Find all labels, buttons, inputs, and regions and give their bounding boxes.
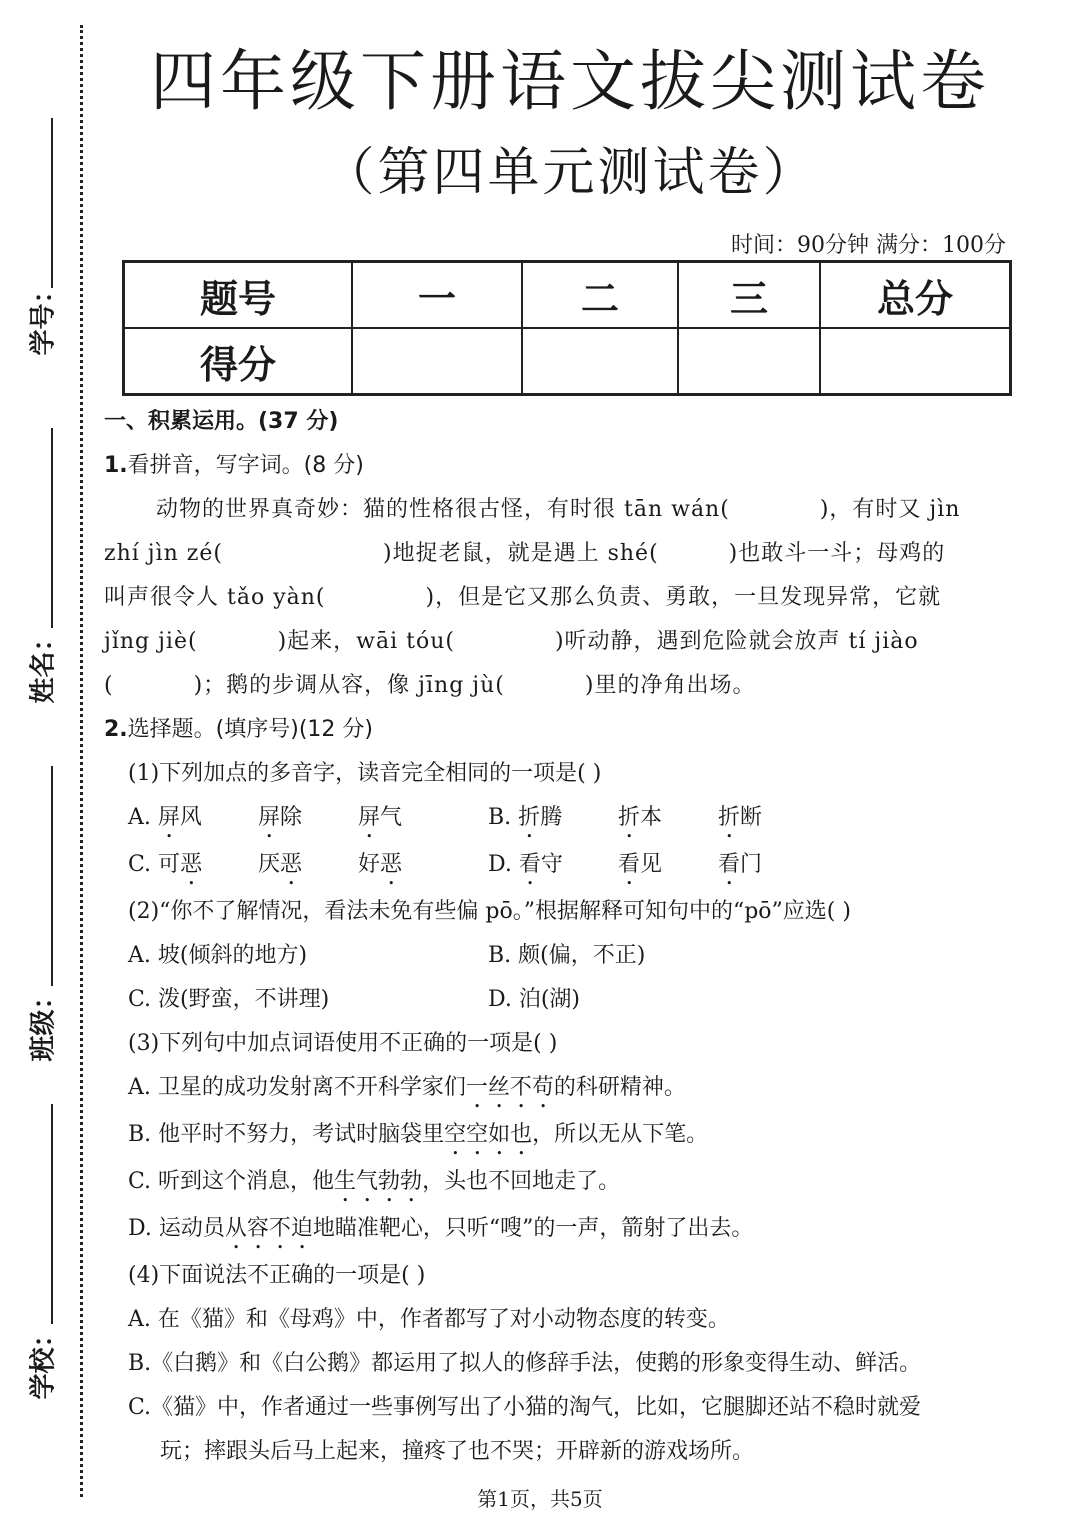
option-char: 好 — [358, 852, 381, 877]
score-input-total[interactable] — [820, 328, 1011, 395]
page-title: 四年级下册语文拔尖测试卷 — [150, 43, 990, 120]
page-footer: 第1页，共5页 — [477, 1487, 603, 1511]
option-a-word-2 — [258, 796, 358, 843]
passage-text: )，有时又 jìn — [819, 497, 961, 522]
subquestion-3: (3)下列句中加点词语使用不正确的一项是( ) — [128, 1031, 558, 1056]
option-row-ab — [104, 934, 1014, 978]
option-letter: C. — [128, 852, 152, 877]
option-b[interactable]: B.《白鹅》和《白公鹅》都运用了拟人的修辞手法，使鹅的形象变得生动、鲜活。 — [128, 1351, 922, 1376]
question-1-passage-line — [104, 620, 1014, 664]
option-char: 守 — [540, 852, 563, 877]
passage-text: 动物的世界真奇妙：猫的性格很古怪，有时很 tān wán( — [156, 497, 730, 522]
option-d[interactable]: D. 泊(湖) — [488, 987, 581, 1012]
option-a[interactable] — [128, 796, 258, 843]
dotted-char: 折 — [718, 805, 741, 830]
question-1-number: 1. — [104, 453, 128, 478]
option-d-word-3 — [718, 843, 818, 890]
option-row-cd — [104, 843, 1014, 890]
option-c-continued: 玩；摔跟头后马上起来，撞疼了也不哭；开辟新的游戏场所。 — [160, 1439, 755, 1464]
option-text: D. 运动员 — [128, 1216, 225, 1241]
dotted-char: 恶 — [280, 852, 303, 877]
dotted-phrase: 生气勃勃 — [334, 1169, 423, 1194]
option-char: 腾 — [540, 805, 563, 830]
option-row-cd — [104, 978, 1014, 1022]
score-cell-total: 总分 — [820, 262, 1011, 329]
option-letter: D. — [488, 852, 512, 877]
dotted-char: 恶 — [180, 852, 203, 877]
option-char: 断 — [740, 805, 763, 830]
option-d[interactable] — [488, 843, 618, 890]
option-a-word-3 — [358, 796, 488, 843]
score-cell-label: 题号 — [124, 262, 353, 329]
score-cell-2: 二 — [522, 262, 678, 329]
option-char: 见 — [640, 852, 663, 877]
question-1-passage-line — [104, 576, 1014, 620]
dotted-char: 折 — [518, 805, 541, 830]
option-c[interactable]: C.《猫》中，作者通过一些事例写出了小猫的淘气，比如，它腿脚还站不稳时就爱 — [128, 1395, 922, 1420]
name-line[interactable] — [51, 428, 53, 628]
question-1-passage-line — [104, 532, 1014, 576]
option-b-word-3 — [718, 796, 818, 843]
passage-text: )听动静，遇到危险就会放声 tí jiào — [554, 629, 919, 654]
binding-dashed-line — [80, 25, 83, 1497]
dotted-char: 屏 — [358, 805, 381, 830]
school-line[interactable] — [51, 1104, 53, 1324]
score-input-3[interactable] — [678, 328, 820, 395]
student-no-line[interactable] — [51, 118, 53, 288]
option-c-word-3 — [358, 843, 488, 890]
passage-text: 叫声很令人 tǎo yàn( — [104, 585, 326, 610]
school-label: 学校： — [28, 1321, 59, 1400]
dotted-phrase: 从容不迫 — [224, 1216, 313, 1241]
page-subtitle: （第四单元测试卷） — [322, 143, 818, 203]
question-1-passage — [104, 488, 1014, 532]
score-row-label: 得分 — [124, 328, 353, 395]
question-2-text: 选择题。(填序号)(12 分) — [127, 717, 373, 742]
passage-text: jǐng jiè( — [104, 629, 198, 654]
option-c[interactable] — [128, 843, 258, 890]
score-cell-3: 三 — [678, 262, 820, 329]
option-char: 除 — [280, 805, 303, 830]
option-char: 厌 — [258, 852, 281, 877]
option-char: 风 — [179, 805, 202, 830]
option-a[interactable]: A. 坡(倾斜的地方) — [128, 943, 308, 968]
option-c[interactable]: C. 泼(野蛮，不讲理) — [128, 987, 330, 1012]
question-2-number: 2. — [104, 717, 128, 742]
option-text: 地瞄准靶心，只听“嗖”的一声，箭射了出去。 — [312, 1216, 754, 1241]
passage-text: ( — [104, 673, 114, 698]
option-letter: A. — [128, 805, 151, 830]
option-text: A. 卫星的成功发射离不开科学家们 — [128, 1075, 466, 1100]
dotted-char: 看 — [718, 852, 741, 877]
subquestion-2: (2)“你不了解情况，看法未免有些偏 pō。”根据解释可知句中的“pō”应选( ) — [128, 899, 851, 924]
option-b[interactable]: B. 颇(偏，不正) — [488, 943, 646, 968]
option-char: 气 — [380, 805, 403, 830]
option-c[interactable] — [104, 1160, 1014, 1207]
score-cell-1: 一 — [352, 262, 522, 329]
dotted-phrase: 一丝不苟 — [465, 1075, 554, 1100]
option-d-word-2 — [618, 843, 718, 890]
passage-text: zhí jìn zé( — [104, 541, 224, 566]
subquestion-1: (1)下列加点的多音字，读音完全相同的一项是( ) — [128, 761, 602, 786]
option-letter: B. — [488, 805, 512, 830]
passage-text: )也敢斗一斗；母鸡的 — [728, 541, 946, 566]
dotted-char: 屏 — [258, 805, 281, 830]
passage-text: )地捉老鼠，就是遇上 shé( — [383, 541, 659, 566]
option-text: ，头也不回地走了。 — [422, 1169, 621, 1194]
score-table-score-row — [124, 328, 1011, 395]
class-line[interactable] — [51, 766, 53, 986]
exam-meta: 时间：90分钟 满分：100分 — [731, 233, 1006, 258]
class-label: 班级： — [28, 983, 59, 1062]
option-text: 的科研精神。 — [553, 1075, 686, 1100]
passage-text: )里的净角出场。 — [584, 673, 756, 698]
option-d[interactable] — [104, 1207, 1014, 1254]
question-2-heading — [104, 708, 1014, 752]
score-input-2[interactable] — [522, 328, 678, 395]
section-title: 一、积累运用。(37 分) — [104, 409, 339, 434]
option-char: 可 — [158, 852, 181, 877]
dotted-char: 看 — [618, 852, 641, 877]
score-table — [122, 260, 1012, 396]
dotted-char: 恶 — [380, 852, 403, 877]
question-1-text: 看拼音，写字词。(8 分) — [127, 453, 364, 478]
question-1-heading — [104, 444, 1014, 488]
passage-text: )起来，wāi tóu( — [277, 629, 455, 654]
dotted-char: 折 — [618, 805, 641, 830]
dotted-phrase: 空空如也 — [444, 1122, 533, 1147]
dotted-char: 看 — [518, 852, 541, 877]
student-no-label: 学号： — [28, 277, 59, 356]
passage-text: )，但是它又那么负责、勇敢，一旦发现异常，它就 — [425, 585, 942, 610]
option-char: 本 — [640, 805, 663, 830]
option-a[interactable] — [104, 1066, 1014, 1113]
question-1-passage-line — [104, 664, 1014, 708]
subquestion-4: (4)下面说法不正确的一项是( ) — [128, 1263, 426, 1288]
option-c-word-2 — [258, 843, 358, 890]
dotted-char: 屏 — [157, 805, 180, 830]
option-text: ，所以无从下笔。 — [532, 1122, 709, 1147]
passage-text: )；鹅的步调从容，像 jīng jù( — [193, 673, 505, 698]
exam-content — [104, 400, 1014, 1474]
score-input-1[interactable] — [352, 328, 522, 395]
option-a[interactable]: A. 在《猫》和《母鸡》中，作者都写了对小动物态度的转变。 — [128, 1307, 730, 1332]
option-b-word-2 — [618, 796, 718, 843]
option-b[interactable] — [488, 796, 618, 843]
option-char: 门 — [740, 852, 763, 877]
score-table-header-row — [124, 262, 1011, 329]
name-label: 姓名： — [28, 625, 59, 704]
option-b[interactable] — [104, 1113, 1014, 1160]
option-text: C. 听到这个消息，他 — [128, 1169, 335, 1194]
option-text: B. 他平时不努力，考试时脑袋里 — [128, 1122, 445, 1147]
option-row-ab — [104, 796, 1014, 843]
